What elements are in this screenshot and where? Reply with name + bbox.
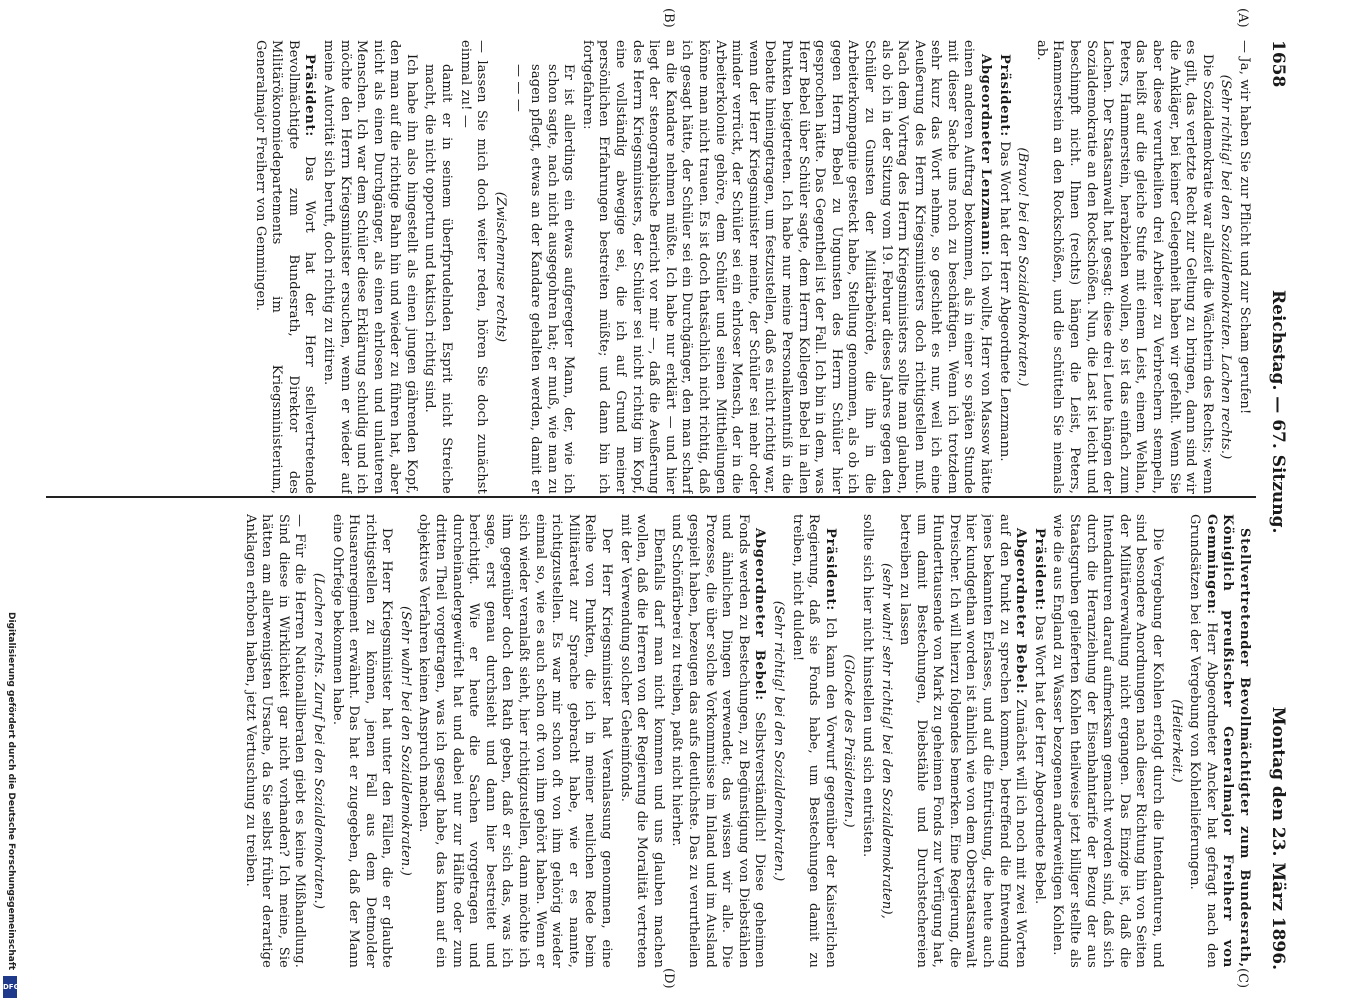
margin-marker-c: (C) (1235, 968, 1250, 989)
speech-text: Das Wort hat der Herr stellvertretende Bevollmächtigte zum Bundesrath, Direktor des Militärökonomiedepartements im Kriegsministerium, Generalmajor Freiherr von Gemmingen. (252, 40, 318, 494)
speaker-name: Abgeordneter Lenzmann: (978, 54, 994, 257)
paragraph: sollte sich hier nicht hinstellen und sich entrüsten. (859, 514, 875, 858)
speech-paragraph (1030, 514, 1047, 968)
speaker-name: Stellvertretender Bevollmächtigter zum Bundesrath, Königlich preußischer Generalmajor Freiherr von Gemmingen: (1203, 514, 1252, 968)
speech-text: Zunächst will ich noch mit zwei Worten auf den Punkt zu sprechen kommen, betreffend die Entwendung jenes bekannten Erlasses, und auf die Entrüstung, die heute auch hier kundgethan worden ist ähnlich wie von dem Oberstaatsanwalt Dreischer. Ich will hierzu folgendes bemerken. Eine Regierung, die Hunderttausende von Mark zu geheimen Fonds zur Verfügung hat, um damit Bestechungen, Diebstähle und Durchstechereien betreiben zu lassen (897, 514, 1029, 968)
interjection: (Sehr wahr! bei den Sozialdemokraten.) (397, 606, 413, 876)
speech-paragraph (578, 40, 993, 494)
speaker-name: Präsident: (996, 54, 1012, 137)
right-column (46, 514, 1252, 968)
speech-text: Herr Abgeordneter Ancker hat gefragt nach den Grundsätzen bei der Vergebung von Kohlenlieferungen. (1187, 514, 1219, 968)
interjection: (Bravo! bei den Sozialdemokraten.) (1015, 147, 1031, 387)
paragraph: — Ja, wir haben Sie zur Pflicht und zur Scham gerufen! (1237, 40, 1252, 415)
page-number: 1658 (1268, 40, 1288, 88)
speech-paragraph (995, 40, 1012, 494)
speech-text: Das Wort hat der Herr Abgeordnete Bebel. (1031, 615, 1047, 905)
paragraph: Ich habe ihn also hingestellt als einen jungen gährenden Kopf, den man auf die richtige Bahn hin und wieder zu führen hat, aber nicht als einen Durchgänger, als einen ehrlosen und unlauteren Menschen. Ich war dem Schüler diese Erklärung schuldig und ich möchte den Herrn Kriegsminister ersuchen, wenn er wieder auf meine Autorität sich beruft, doch richtig zu zitiren. (320, 40, 419, 494)
speech-paragraph (251, 40, 317, 494)
speech-text: Ich kann den Vorwurf gegenüber der Kaiserlichen Regierung, daß sie Fonds habe, um Bestechungen damit zu treiben, nicht dulden! (789, 514, 838, 968)
paragraph: Der Herr Kriegsminister hat unter den Fällen, die er glaubte richtigstellen zu können, jenen Fall aus dem Detmolder Husarenregiment erwähnt. Das hat er zugegeben, daß der Mann eine Ohrfeige bekommen habe. (329, 514, 395, 968)
speech-paragraph (788, 514, 838, 968)
speaker-name: Abgeordneter Bebel: (1013, 528, 1029, 695)
paragraph: Die Sozialdemokratie war allzeit die Wächterin des Rechts; wenn es gilt, das verletzte Recht zur Geltung zu bringen, dann sind wir die Ankläger, bei keiner Gelegenheit haben wir gefehlt. Wenn Sie aber diese verurtheilten drei Arbeiter zu Verbrechern stempeln, das heißt auf die gleiche Stufe mit einem Leist, einem Wehlan, Peters, Hammerstein, herabziehen wollen, so ist das einfach zum Lachen. Der Staatsanwalt hat gesagt: diese drei Leute hängen der Sozialdemokratie an den Rockschößen. Nun, die Last ist leicht und beschimpft nicht. Ihnen (rechts) hängen die Leist, Peters, Hammerstein an den Rockschößen, und die schütteln Sie niemals ab. (1033, 40, 1215, 494)
interjection: (Sehr richtig! bei den Sozialdemokraten.) (770, 600, 786, 882)
interjection: (sehr wahr! sehr richtig! bei den Sozialdemokraten), (878, 563, 894, 919)
margin-marker-b: (B) (661, 8, 676, 28)
quote: damit er in seinem überfprudelnden Esprit nicht Streiche macht, die nicht opportun und taktisch richtig sind. (422, 64, 455, 494)
session-title: Reichstag. — 67. Sitzung. (1268, 290, 1288, 534)
paragraph: — Für die Herren Nationalliberalen giebt es keine Mißhandlung. Sind diese in Wirklichkeit gar nicht vorhanden? Ich meine, Sie hätten am allerwenigsten Ursache, da Sie selbst früher derartige Anklagen erhoben haben, jetzt Vertuschung zu treiben. (242, 514, 308, 968)
speech-paragraph (668, 514, 768, 968)
quote: Er ist allerdings ein etwas aufgeregter Mann, der, wie ich schon sagte, nach nicht ausgegohren hat; er muß, wie man zu sagen pflegt, etwas an der Kandare gehalten werden, damit er — — — (511, 64, 577, 494)
margin-marker-a: (A) (1235, 8, 1250, 28)
speaker-name: Abgeordneter Bebel: (752, 528, 768, 701)
interjection: (Glocke des Präsidenten.) (841, 654, 857, 828)
speech-paragraph (1186, 514, 1252, 968)
left-column (46, 40, 1252, 494)
interjection: (Zwischenruse rechts) (492, 191, 508, 343)
interjection: (Sehr richtig! bei den Sozialdemokraten. Lachen rechts.) (1218, 74, 1234, 460)
session-date: Montag den 23. März 1896. (1268, 706, 1288, 970)
page-header (1264, 40, 1290, 970)
interjection: (Lachen rechts. Zuruf bei den Sozialdemokraten.) (310, 572, 326, 910)
speech-text: Selbstverständlich! Diese geheimen Fonds werden zu Bestechungen, zu Begünstigung von Diebstählen und ähnlichen Dingen verwendet; das wissen wir alle. Die Prozesse, die über solche Vorkommnisse im Inland und im Ausland gespielt haben, bezeugen das aufs deutlichste. Das zu verurtheilen und Schönfärberei zu treiben, paßt nicht hierher. (669, 514, 768, 968)
speech-paragraph (896, 514, 1029, 968)
digitization-credit (2, 612, 18, 998)
rotated-page (6, 0, 1296, 1000)
column-divider (46, 496, 1256, 498)
credit-text: Digitalisierung gefördert durch die Deutsche Forschungsgemeinschaft (6, 612, 16, 971)
speech-text: Das Wort hat der Herr Abgeordnete Lenzmann. (996, 141, 1012, 462)
margin-marker-d: (D) (661, 968, 676, 989)
dfg-logo: DFG (3, 976, 17, 998)
interjection: (Heiterkeit.) (1168, 699, 1184, 783)
speaker-name: Präsident: (1031, 528, 1047, 611)
paragraph: Ebenfalls darf man nicht kommen und uns glauben machen wollen, daß die Herren von der Regierung die Moralität vertreten mit der Verwendung solcher Geheimfonds. (617, 514, 666, 968)
paragraph: Die Vergebung der Kohlen erfolgt durch die Intendanturen, und sind besondere Anordnungen nach dieser Richtung hin von Seiten der Militärverwaltung nicht ergangen. Das Einzige ist, daß die Intendanturen darauf aufmerksam gemacht worden sind, daß sich durch die Heranziehung der Eisenbahntarife der Bezug der aus Staatsgruben gelieferten Kohlen theilweise jetzt billiger stellte als wie die aus England zu Wasser bezogenen anderweitigen Kohlen. (1050, 514, 1166, 968)
speaker-name: Präsident: (302, 54, 318, 137)
paragraph: — lassen Sie mich doch weiter reden, hören Sie doch zunächst einmal zu! — (457, 40, 490, 494)
speaker-name: Präsident: (822, 528, 838, 611)
speech-text: Ich wollte, Herr von Massow hätte einen anderen Auftrag bekommen, als in einer so späten Stunde mit dieser Sache uns noch zu beschäftigen. Wenn ich trotzdem sehr kurz das Wort nehme, so geschieht es nur, weil ich eine Aeußerung des Herrn Kriegsministers doch richtigstellen muß. Nach dem Vortrag des Herrn Kriegsministers sollte man glauben, als ob ich in der Sitzung vom 19. Februar dieses Jahres gegen den Schüler zu Gunsten der Militärbehörde, die ihn in die Arbeiterkompagnie gesteckt habe, Stellung genommen, als ob ich gegen Herrn Bebel zu Ungunsten des Herrn Schüler hier gesprochen hätte. Das Gegentheil ist der Fall. Ich bin in dem, was Herr Bebel über Schüler sagte, dem Herrn Kollegen Bebel in allen Punkten beigetreten. Ich habe nur meine Personalkenntniß in die Debatte hineingetragen, um festzustellen, daß es nicht richtig war, wenn der Herr Kriegsminister meinte, der Schüler sei mehr oder minder verrückt, der Schüler sei ein ehrloser Mensch, der in die Arbeiterkolonie gehöre, dem Schüler und seinen Mittheilungen könne man nicht trauen. Es ist doch thatsächlich nicht richtig, daß ich gesagt hätte, der Schüler sei ein Durchgänger, den man scharf an die Kandare nehmen müßte. Ich habe nur erklärt — und hier liegt der stenographische Bericht vor mir —, daß die Aeußerung des Herrn Kriegsministers, der Schüler sei nicht richtig im Kopf, eine vollständig abwegige sei, die ich auf Grund meiner persönlichen Erfahrungen bestreiten müßte; und dann bin ich fortgefahren: (579, 40, 994, 494)
paragraph: Der Herr Kriegsminister hat Veranlassung genommen, eine Reihe von Punkten, die ich in meiner neulichen Rede beim Militäretat zur Sprache gebracht habe, wie er es nannte, richtigzustellen. Es war mir schon oft von ihm gehörig wieder einmal so, wie es auch schon oft von ihm gehört haben. Wenn er sich wieder veranlaßt sieht, hier richtigzustellen, dann möchte ich ihm gegenüber doch den Rath geben, daß er sich das, was ich sage, erst genau durchsieht und dann hier bestreitet und berichtigt. Wie er heute die Sachen vorgetragen und durcheinandergewürfelt hat und dabei nur zur Hälfte oder zum dritten Theil vorgetragen, was ich gesagt habe, das kann auf ein objektives Verfahren keinen Anspruch machen. (416, 514, 615, 968)
